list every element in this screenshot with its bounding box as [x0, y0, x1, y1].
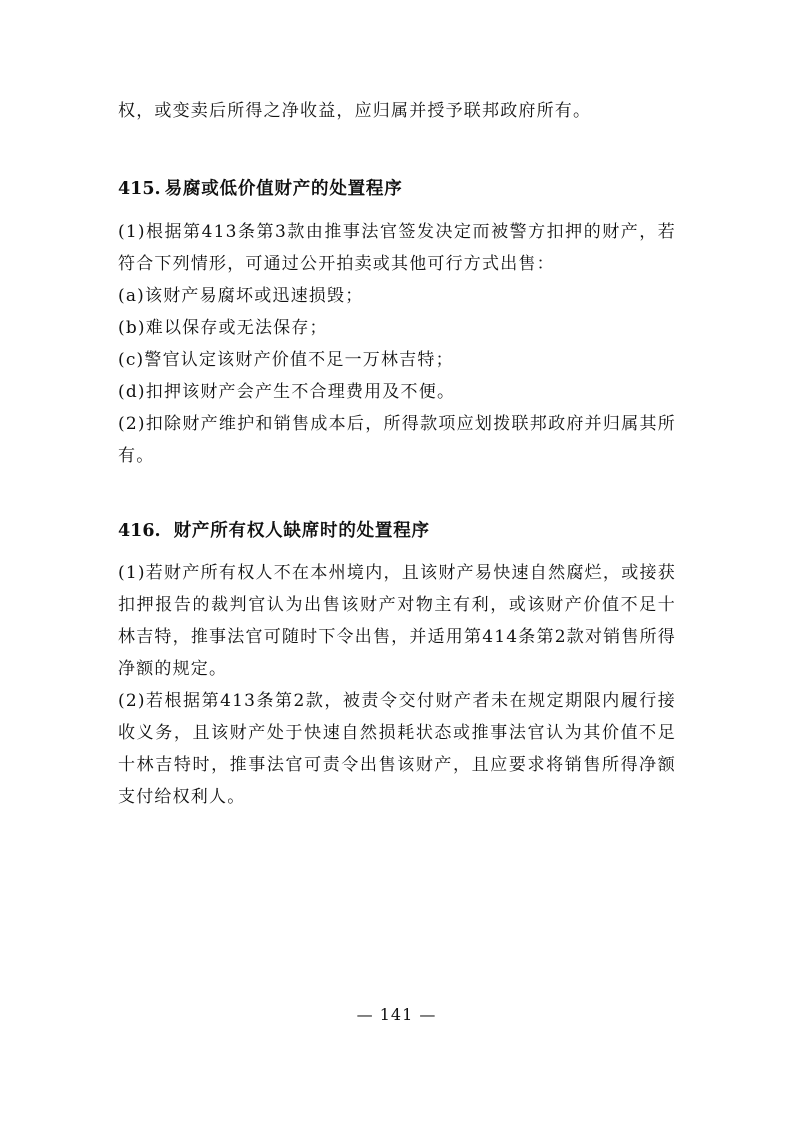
paragraph-415-1a: (a)该财产易腐坏或迅速损毁； [118, 286, 364, 306]
paragraph-415-1: (1)根据第413条第3款由推事法官签发决定而被警方扣押的财产，若符合下列情形，可通过公开拍卖或其他可行方式出售： [118, 222, 676, 274]
section-415-title: 易腐或低价值财产的处置程序 [164, 179, 403, 199]
section-416 [118, 515, 676, 813]
section-415-heading [118, 173, 676, 205]
paragraph-415-1d: (d)扣押该财产会产生不合理费用及不便。 [118, 382, 456, 402]
document-content [118, 95, 676, 813]
paragraph-416-2: (2)若根据第413条第2款，被责令交付财产者未在规定期限内履行接收义务，且该财产处于快速自然损耗状态或推事法官认为其价值不足十林吉特时，推事法官可责令出售该财产，且应要求将销售所得净额支付给权利人。 [118, 691, 676, 807]
page-number: — 141 — [356, 1005, 437, 1024]
section-416-heading [118, 515, 676, 547]
paragraph-415-1b: (b)难以保存或无法保存； [118, 318, 328, 338]
paragraph-415-2: (2)扣除财产维护和销售成本后，所得款项应划拨联邦政府并归属其所有。 [118, 414, 676, 466]
section-416-title: 财产所有权人缺席时的处置程序 [173, 521, 430, 541]
paragraph-416-1: (1)若财产所有权人不在本州境内，且该财产易快速自然腐烂，或接获扣押报告的裁判官认为出售该财产对物主有利，或该财产价值不足十林吉特，推事法官可随时下令出售，并适用第414条第2款对销售所得净额的规定。 [118, 563, 676, 679]
section-415 [118, 173, 676, 472]
paragraph-415-1c: (c)警官认定该财产价值不足一万林吉特； [118, 350, 454, 370]
section-416-number: 416. [118, 521, 161, 541]
continuation-paragraph: 权，或变卖后所得之净收益，应归属并授予联邦政府所有。 [118, 101, 592, 121]
section-415-number: 415. [118, 179, 161, 199]
